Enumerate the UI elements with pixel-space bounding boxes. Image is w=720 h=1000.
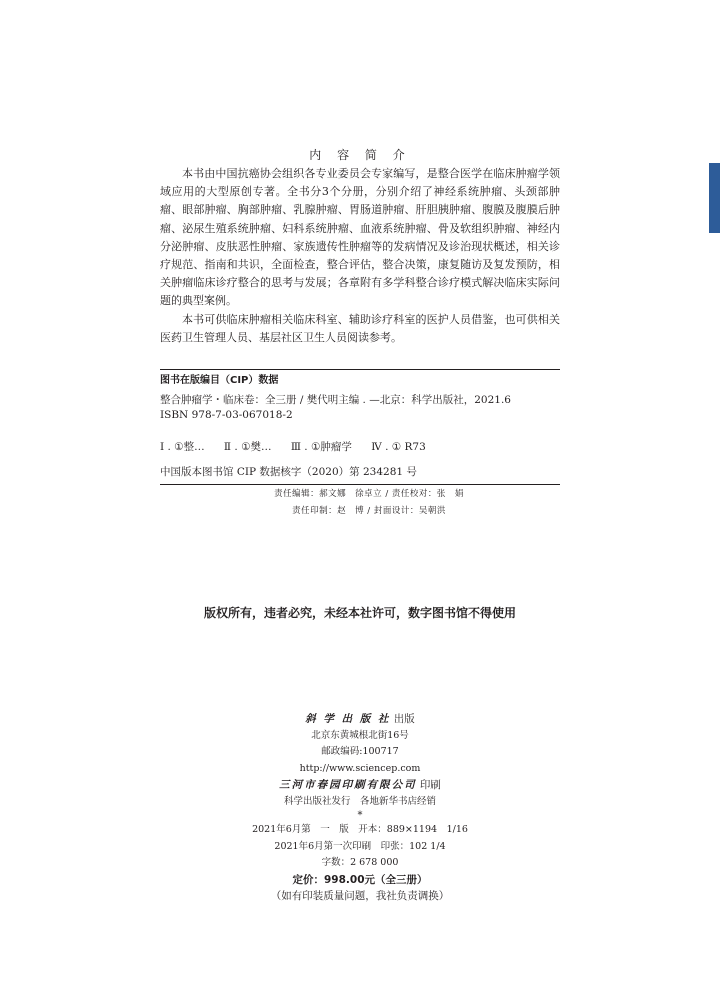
cip-class-1: Ⅰ . ①整… <box>160 441 205 453</box>
side-tab-marker <box>709 163 720 233</box>
summary-paragraph-2: 本书可供临床肿瘤相关临床科室、辅助诊疗科室的医护人员借鉴，也可供相关医药卫生管理人员、基层社区卫生人员阅读参考。 <box>160 312 560 344</box>
cip-classification <box>160 440 560 455</box>
imprint-block <box>0 711 720 905</box>
printer-suffix: 印刷 <box>416 779 441 791</box>
publisher-suffix: 出版 <box>390 713 415 725</box>
word-count: 字数：2 678 000 <box>321 857 399 868</box>
cip-heading: 图书在版编目（CIP）数据 <box>160 375 279 386</box>
printer-line <box>0 777 720 794</box>
publisher-line <box>0 711 720 728</box>
publisher-postcode: 邮政编码:100717 <box>321 746 399 757</box>
distribution-line: 科学出版社发行 各地新华书店经销 <box>283 795 436 807</box>
cip-isbn: ISBN 978-7-03-067018-2 <box>160 409 293 421</box>
editor-line-2: 责任印制：赵 博 / 封面设计：吴朝洪 <box>292 506 446 516</box>
cip-record-number: 中国版本图书馆 CIP 数据核字（2020）第 234281 号 <box>160 466 417 478</box>
price-line: 定价：998.00元（全三册） <box>292 873 428 886</box>
publisher-address: 北京东黄城根北街16号 <box>311 729 409 741</box>
cip-block <box>160 369 560 485</box>
cip-book-line: 整合肿瘤学・临床卷：全三册 / 樊代明主编 . —北京：科学出版社，2021.6 <box>160 394 511 406</box>
summary-body <box>160 165 560 347</box>
summary-paragraph-1: 本书由中国抗癌协会组织各专业委员会专家编写，是整合医学在临床肿瘤学领域应用的大型原创专著。全书分3个分册，分别介绍了神经系统肿瘤、头颈部肿瘤、眼部肿瘤、胸部肿瘤、乳腺肿瘤、胃肠道肿瘤、肝胆胰肿瘤、腹膜及腹膜后肿瘤、泌尿生殖系统肿瘤、妇科系统肿瘤、血液系统肿瘤、骨及软组织肿瘤、神经内分泌肿瘤、皮肤恶性肿瘤、家族遗传性肿瘤等的发病情况及诊治现状概述，相关诊疗规范、指南和共识，全面检查，整合评估，整合决策，康复随访及复发预防，相关肿瘤临床诊疗整合的思考与发展；各章附有多学科整合诊疗模式解决临床实际问题的典型案例。 <box>160 167 560 308</box>
cip-class-2: Ⅱ . ①樊… <box>223 441 272 453</box>
printer-name: 三河市春园印刷有限公司 <box>279 779 417 791</box>
publisher-name: 斜 学 出 版 社 <box>305 713 391 725</box>
editor-credits <box>0 486 720 520</box>
printing-line: 2021年6月第一次印刷 印张：102 1/4 <box>274 840 446 852</box>
quality-note: （如有印装质量问题，我社负责调换） <box>270 890 450 902</box>
publisher-website: http://www.sciencep.com <box>299 762 421 774</box>
summary-title: 内 容 简 介 <box>309 148 411 162</box>
edition-line: 2021年6月第 一 版 开本：889×1194 1/16 <box>252 824 468 835</box>
cip-class-4: Ⅳ . ① R73 <box>371 441 426 453</box>
editor-line-1: 责任编辑：郝文娜 徐卓立 / 责任校对：张 娟 <box>274 489 464 499</box>
separator-star: * <box>357 810 363 821</box>
cip-class-3: Ⅲ . ①肿瘤学 <box>290 441 352 453</box>
copyright-notice: 版权所有，违者必究，未经本社许可，数字图书馆不得使用 <box>203 606 516 620</box>
